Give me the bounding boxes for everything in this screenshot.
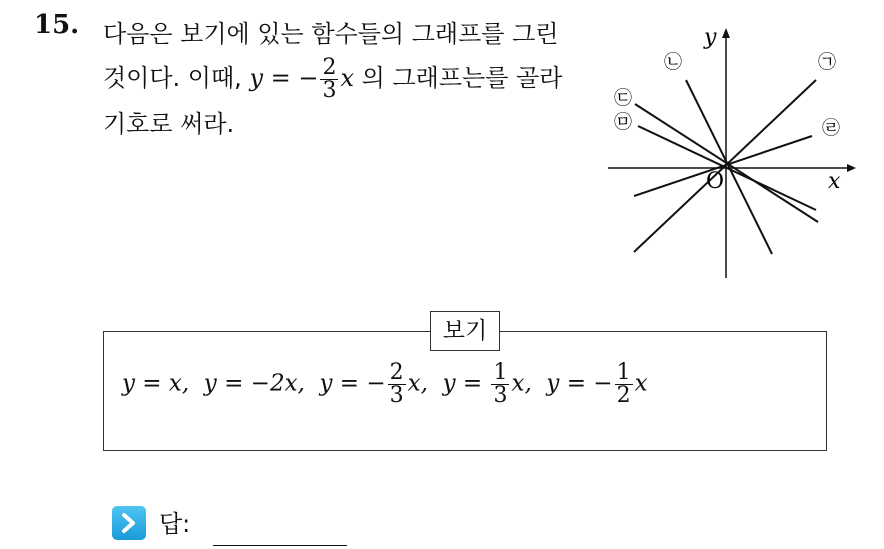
equation-3-fraction [388,362,406,407]
line-label-5: ㉤ [614,112,632,133]
line-label-3: ㉢ [614,88,632,109]
question-line-2-suffix: 의 그래프는를 골라 [354,64,563,92]
question-line-1: 다음은 보기에 있는 함수들의 그래프를 그린 [103,20,559,48]
x-axis-label: x [828,169,841,194]
equation-1: y = x, [122,370,190,397]
equation-4-suffix: x, [511,370,532,397]
answer-label: 답: [159,510,191,538]
question-text [103,12,593,146]
question-line-2 [103,56,593,102]
equation-2: y = −2x, [203,370,305,397]
chevron-right-icon [112,506,146,540]
question-var: x [340,64,355,92]
equation-5-prefix: y = − [546,370,613,397]
equation-3-denominator: 3 [389,383,404,408]
equation-4-fraction [491,362,509,407]
x-axis-arrow [847,164,856,172]
fraction-denominator: 3 [322,77,337,103]
equation-3-suffix: x, [407,370,428,397]
origin-label: O [706,169,725,194]
question-number: 15. [34,10,80,40]
equation-5-fraction [615,362,633,407]
equation-5-suffix: x [634,370,648,397]
fraction-numerator: 2 [322,54,337,80]
y-axis-arrow [722,28,730,38]
line-label-4: ㉣ [822,118,840,139]
choices-box-title: 보기 [430,311,500,351]
equation-4-denominator: 3 [493,383,508,408]
line-label-1: ㉠ [818,52,836,73]
function-graph [600,24,870,282]
choices-equations [122,362,648,407]
question-line-3: 기호로 써라. [103,109,235,138]
question-math: y = − [249,64,319,92]
graph-line-2 [686,80,772,254]
equation-3-prefix: y = − [319,370,386,397]
equation-3-numerator: 2 [389,360,404,385]
y-axis-label: y [704,25,717,50]
question-fraction [320,54,338,103]
answer-blank[interactable] [213,545,347,546]
equation-5-denominator: 2 [616,383,631,408]
equation-4-numerator: 1 [493,360,508,385]
question-line-2-prefix: 것이다. 이때, [103,64,250,92]
line-label-2: ㉡ [664,52,682,73]
equation-4-prefix: y = [442,370,490,397]
equation-5-numerator: 1 [616,360,631,385]
